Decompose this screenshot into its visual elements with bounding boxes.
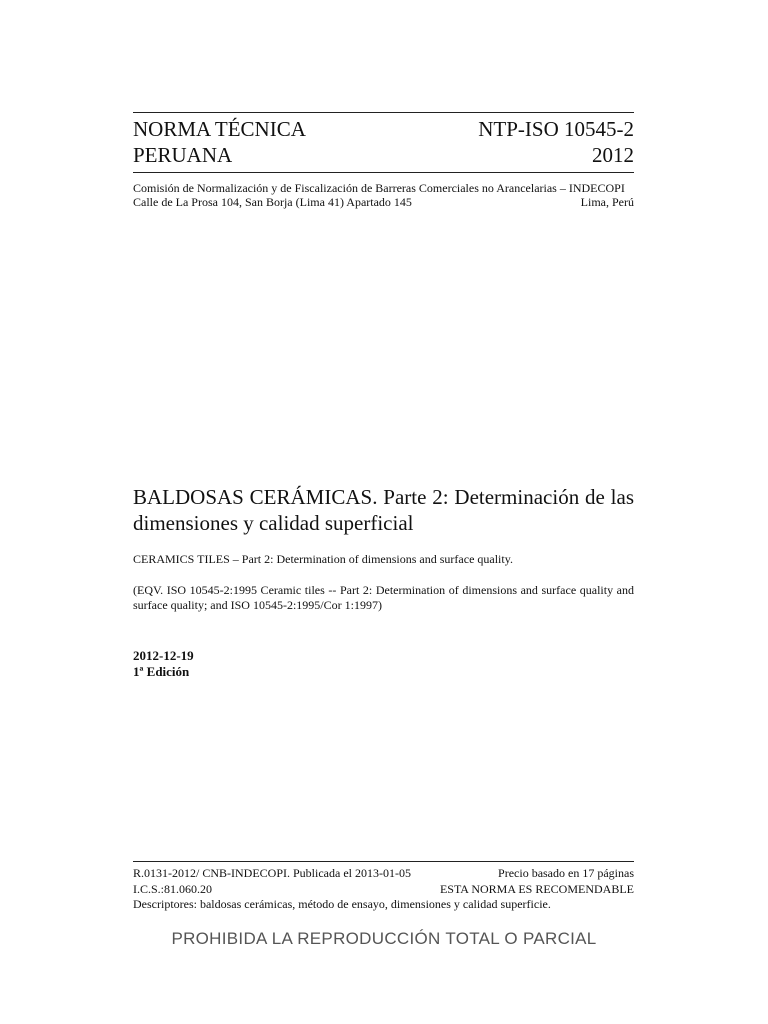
- standard-type-line2: PERUANA: [133, 143, 233, 167]
- standard-code: NTP-ISO 10545-2: [478, 117, 634, 141]
- header-divider: [133, 172, 634, 173]
- organization-city: Lima, Perú: [580, 195, 634, 209]
- equivalence-note: (EQV. ISO 10545-2:1995 Ceramic tiles -- Part 2: Determination of dimensions and surface quality and surface quality; and ISO 10545-2:1995/Cor 1:1997): [133, 583, 634, 612]
- top-rule: [133, 112, 634, 113]
- recommendation-note: ESTA NORMA ES RECOMENDABLE: [439, 882, 634, 896]
- document-title: BALDOSAS CERÁMICAS. Parte 2: Determinación de las dimensiones y calidad superficial: [133, 485, 634, 535]
- standard-year: 2012: [592, 143, 634, 167]
- organization-address: Calle de La Prosa 104, San Borja (Lima 41) Apartado 145: [133, 195, 412, 209]
- footer-rule: [133, 861, 634, 862]
- header-row-1: [133, 117, 634, 141]
- address-row: [133, 195, 634, 209]
- header-row-2: [133, 143, 634, 167]
- publication-date: 2012-12-19: [133, 648, 194, 663]
- footer-row-1: [133, 866, 634, 880]
- organization-name: Comisión de Normalización y de Fiscalización de Barreras Comerciales no Arancelarias – INDECOPI: [133, 181, 625, 195]
- edition: 1ª Edición: [133, 664, 190, 679]
- price-info: Precio basado en 17 páginas: [498, 866, 634, 880]
- footer-row-2: [133, 882, 634, 896]
- english-title: CERAMICS TILES – Part 2: Determination of dimensions and surface quality.: [133, 552, 513, 566]
- ics-code: I.C.S.:81.060.20: [133, 882, 213, 896]
- resolution-info: R.0131-2012/ CNB-INDECOPI. Publicada el 2013-01-05: [133, 866, 411, 880]
- standard-type-line1: NORMA TÉCNICA: [133, 117, 306, 141]
- reproduction-banner: PROHIBIDA LA REPRODUCCIÓN TOTAL O PARCIAL: [171, 929, 597, 948]
- footer-row-3: [133, 897, 634, 911]
- descriptors: Descriptores: baldosas cerámicas, método de ensayo, dimensiones y calidad superficie.: [133, 897, 551, 911]
- organization-row: [133, 181, 634, 195]
